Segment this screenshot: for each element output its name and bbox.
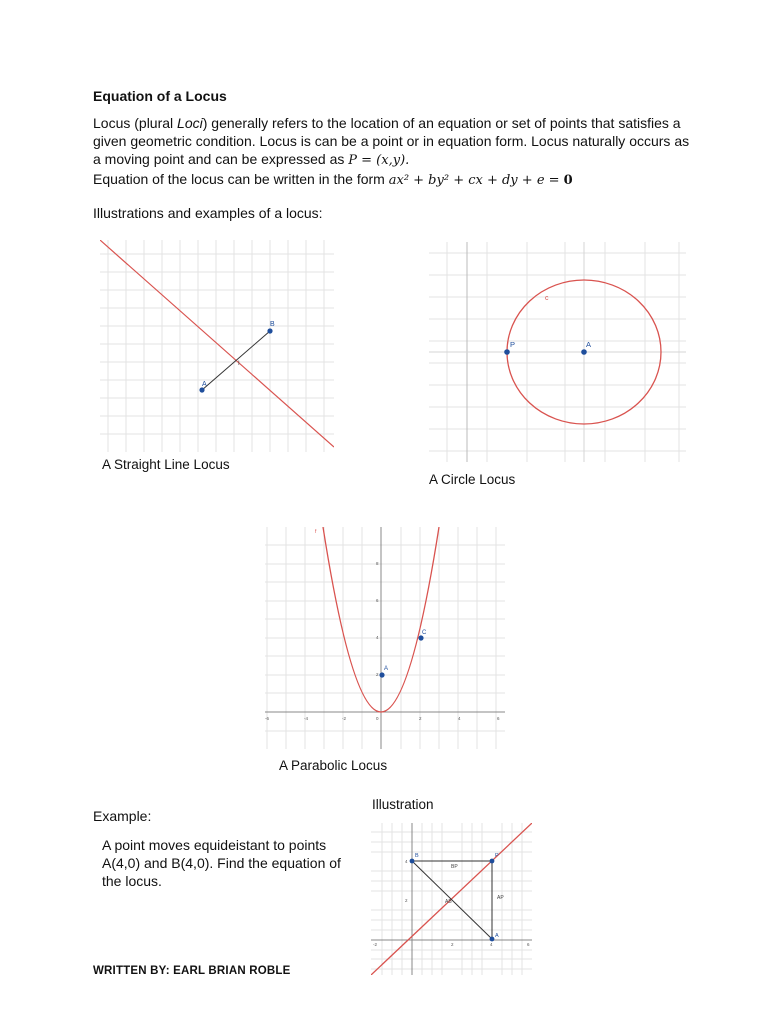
tick-x-neg2: -2 xyxy=(373,942,378,947)
caption-parabola: A Parabolic Locus xyxy=(279,758,388,773)
circle-figure xyxy=(429,242,686,462)
point-a xyxy=(379,672,384,677)
point-a xyxy=(581,349,587,355)
point-a xyxy=(490,937,495,942)
locus-equation-zero: 0 xyxy=(563,173,573,188)
tick-y-2: 2 xyxy=(376,672,379,677)
label-c: C xyxy=(422,630,427,636)
tick-y-2: 2 xyxy=(405,898,408,903)
label-a: A xyxy=(384,666,389,672)
label-a: A xyxy=(495,933,499,939)
intro-text-loci: Loci xyxy=(177,115,203,131)
tick-x-neg4: -4 xyxy=(304,716,309,721)
locus-equation xyxy=(389,173,573,188)
page-title: Equation of a Locus xyxy=(93,88,227,104)
tick-x-4: 4 xyxy=(490,942,493,947)
intro-text-2: ) generally refers to the location of an equation or set of points that satisfies a given geometric condition. Locus is can be a point or in equation form. Locus naturally occurs as a moving point and can be expressed as xyxy=(93,115,690,167)
label-a: A xyxy=(202,381,207,388)
label-p: P xyxy=(510,340,516,349)
label-b: B xyxy=(270,321,275,328)
caption-circle: A Circle Locus xyxy=(429,472,516,487)
point-b xyxy=(267,328,272,333)
tick-y-4: 4 xyxy=(405,859,408,864)
locus-equation-lhs: ax² + by² + cx + dy + e = xyxy=(388,173,564,188)
tick-x-2: 2 xyxy=(451,942,454,947)
point-p xyxy=(490,859,495,864)
tick-x-6: 6 xyxy=(497,716,500,721)
tick-x-0: 0 xyxy=(376,716,379,721)
label-b: B xyxy=(415,853,419,859)
tick-x-6: 6 xyxy=(527,942,530,947)
label-ab: AB xyxy=(445,899,452,905)
label-f: f xyxy=(315,529,317,535)
tick-x-neg2: -2 xyxy=(342,716,347,721)
tick-x-4: 4 xyxy=(458,716,461,721)
point-b xyxy=(410,859,415,864)
tick-x-neg6: -6 xyxy=(265,716,270,721)
straight-line-figure xyxy=(100,240,334,452)
example-text: A point moves equideistant to points A(4,0) and B(4,0). Find the equation of the locus. xyxy=(102,837,341,889)
point-c xyxy=(418,635,423,640)
author-footer: WRITTEN BY: EARL BRIAN ROBLE xyxy=(93,965,291,977)
label-bp: BP xyxy=(451,864,458,870)
label-a: A xyxy=(586,340,592,349)
intro-text-3: Equation of the locus can be written in the form xyxy=(93,171,389,187)
tick-y-4: 4 xyxy=(376,635,379,640)
label-mid: I xyxy=(238,361,240,367)
label-c: c xyxy=(545,295,549,302)
point-p xyxy=(504,349,510,355)
intro-text-1: Locus (plural xyxy=(93,115,178,131)
example-figure xyxy=(371,823,532,975)
parabola-figure xyxy=(265,527,505,749)
label-p: P xyxy=(495,853,499,859)
example-label: Example: xyxy=(93,808,152,824)
grid-lines xyxy=(265,527,505,749)
intro-paragraph xyxy=(93,114,693,190)
illustrations-heading: Illustrations and examples of a locus: xyxy=(93,205,323,221)
label-ap: AP xyxy=(497,895,504,901)
caption-straight-line: A Straight Line Locus xyxy=(102,457,230,472)
point-expression: P = (x,y). xyxy=(348,153,410,168)
tick-y-8: 8 xyxy=(376,561,379,566)
tick-x-2: 2 xyxy=(419,716,422,721)
tick-y-6: 6 xyxy=(376,598,379,603)
point-a xyxy=(199,387,204,392)
illustration-label: Illustration xyxy=(372,797,434,812)
